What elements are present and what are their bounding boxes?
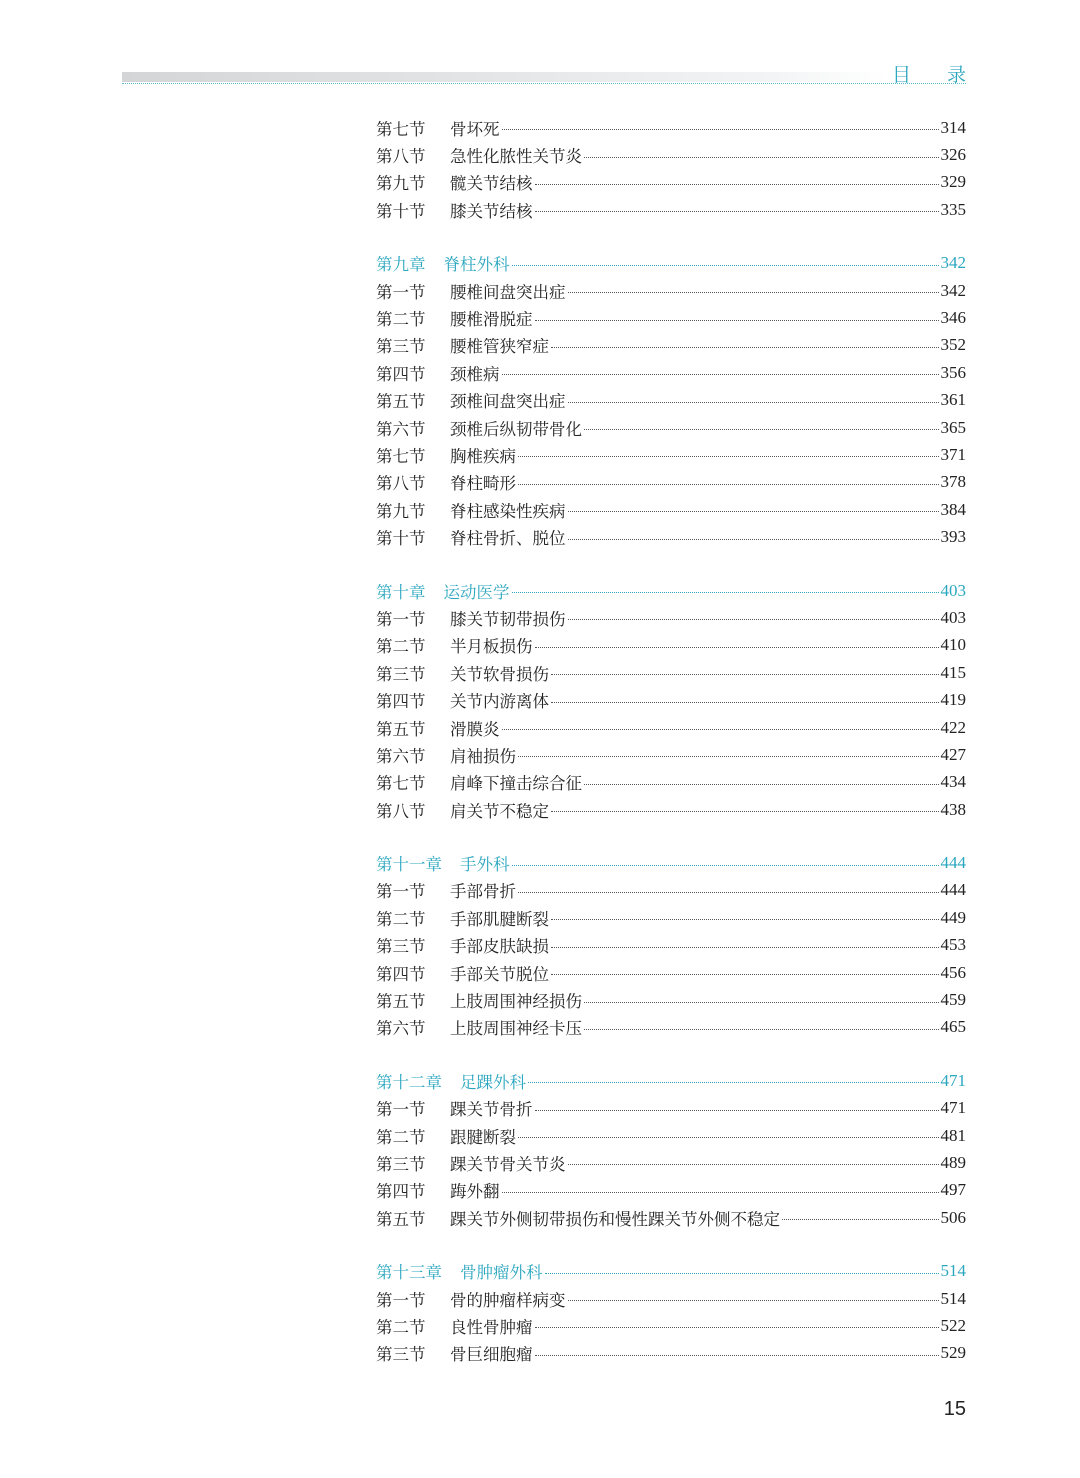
section-title: 骨的肿瘤样病变: [450, 1290, 566, 1310]
dot-leader: [512, 592, 939, 593]
section-page-number: 378: [940, 472, 966, 492]
section-title: 手部骨折: [450, 882, 516, 902]
dot-leader: [535, 647, 939, 648]
toc-section-row[interactable]: [376, 904, 966, 931]
toc-section-row[interactable]: [376, 769, 966, 796]
toc-chapter-row[interactable]: [376, 849, 966, 876]
section-page-number: 438: [940, 799, 966, 819]
section-page-number: 356: [940, 362, 966, 382]
section-title: 急性化脓性关节炎: [450, 147, 582, 167]
section-title: 良性骨肿瘤: [450, 1317, 533, 1337]
section-page-number: 314: [940, 117, 966, 137]
toc-section-row[interactable]: [376, 359, 966, 386]
dot-leader: [518, 1137, 939, 1138]
section-number: 第五节: [376, 392, 426, 412]
section-title: 手部肌腱断裂: [450, 909, 549, 929]
section-title: 上肢周围神经卡压: [450, 1019, 582, 1039]
section-page-number: 471: [940, 1098, 966, 1118]
section-title: 腰椎滑脱症: [450, 310, 533, 330]
toc-chapter-block: [376, 849, 966, 1041]
section-number: 第一节: [376, 1100, 426, 1120]
section-title: 骨坏死: [450, 119, 500, 139]
toc-section-row[interactable]: [376, 1095, 966, 1122]
section-number: 第七节: [376, 774, 426, 794]
chapter-number: 第十三章: [376, 1263, 442, 1283]
toc-section-row[interactable]: [376, 1340, 966, 1367]
section-title: 手部关节脱位: [450, 964, 549, 984]
section-page-number: 529: [940, 1343, 966, 1363]
section-page-number: 326: [940, 145, 966, 165]
section-page-number: 393: [940, 527, 966, 547]
section-number: 第二节: [376, 1127, 426, 1147]
section-title: 膝关节韧带损伤: [450, 609, 566, 629]
section-title: 脊柱畸形: [450, 474, 516, 494]
section-number: 第四节: [376, 964, 426, 984]
toc-chapter-row[interactable]: [376, 1257, 966, 1284]
toc-section-row[interactable]: [376, 114, 966, 141]
dot-leader: [551, 347, 939, 348]
dot-leader: [502, 129, 939, 130]
section-page-number: 481: [940, 1125, 966, 1145]
section-number: 第二节: [376, 310, 426, 330]
section-number: 第四节: [376, 692, 426, 712]
section-title: 关节内游离体: [450, 692, 549, 712]
toc-section-row[interactable]: [376, 169, 966, 196]
section-number: 第一节: [376, 882, 426, 902]
dot-leader: [551, 974, 939, 975]
section-number: 第九节: [376, 501, 426, 521]
dot-leader: [518, 756, 939, 757]
section-page-number: 422: [940, 717, 966, 737]
header-dotted-rule: [122, 83, 966, 84]
dot-leader: [535, 320, 939, 321]
toc-section-row[interactable]: [376, 1149, 966, 1176]
section-number: 第八节: [376, 474, 426, 494]
dot-leader: [568, 511, 939, 512]
section-page-number: 403: [940, 607, 966, 627]
section-number: 第三节: [376, 1154, 426, 1174]
section-title: 半月板损伤: [450, 637, 533, 657]
section-number: 第三节: [376, 664, 426, 684]
section-number: 第六节: [376, 419, 426, 439]
section-title: 脊柱骨折、脱位: [450, 529, 566, 549]
dot-leader: [502, 374, 939, 375]
section-page-number: 497: [940, 1180, 966, 1200]
section-title: 颈椎间盘突出症: [450, 392, 566, 412]
toc-section-row[interactable]: [376, 141, 966, 168]
dot-leader: [584, 784, 939, 785]
toc-section-row[interactable]: [376, 387, 966, 414]
toc-section-row[interactable]: [376, 304, 966, 331]
toc-section-row[interactable]: [376, 196, 966, 223]
dot-leader: [512, 865, 939, 866]
section-page-number: 419: [940, 690, 966, 710]
chapter-page-number: 403: [940, 580, 966, 600]
page-number: 15: [943, 1398, 966, 1420]
toc-chapter-block: [376, 250, 966, 551]
toc-section-row[interactable]: [376, 1285, 966, 1312]
chapter-page-number: 342: [940, 253, 966, 273]
section-number: 第五节: [376, 992, 426, 1012]
section-page-number: 415: [940, 662, 966, 682]
section-page-number: 361: [940, 390, 966, 410]
section-page-number: 346: [940, 308, 966, 328]
dot-leader: [535, 1110, 939, 1111]
section-title: 腰椎管狭窄症: [450, 337, 549, 357]
toc-section-row[interactable]: [376, 523, 966, 550]
chapter-number: 第十章: [376, 582, 426, 602]
section-title: 肩峰下撞击综合征: [450, 774, 582, 794]
dot-leader: [551, 919, 939, 920]
chapter-number: 第九章: [376, 255, 426, 275]
chapter-title: 足踝外科: [460, 1072, 526, 1092]
dot-leader: [535, 1327, 939, 1328]
section-page-number: 427: [940, 744, 966, 764]
dot-leader: [568, 619, 939, 620]
section-title: 手部皮肤缺损: [450, 937, 549, 957]
section-number: 第一节: [376, 1290, 426, 1310]
toc-section-row[interactable]: [376, 1014, 966, 1041]
section-page-number: 371: [940, 444, 966, 464]
section-title: 脊柱感染性疾病: [450, 501, 566, 521]
section-number: 第八节: [376, 147, 426, 167]
dot-leader: [568, 292, 939, 293]
dot-leader: [551, 947, 939, 948]
toc-section-row[interactable]: [376, 496, 966, 523]
section-title: 腰椎间盘突出症: [450, 282, 566, 302]
section-number: 第九节: [376, 174, 426, 194]
section-title: 肩袖损伤: [450, 746, 516, 766]
section-page-number: 342: [940, 280, 966, 300]
section-number: 第六节: [376, 746, 426, 766]
page-header-title: 目录: [891, 64, 1002, 86]
toc-chapter-block: [376, 114, 966, 224]
section-title: 上肢周围神经损伤: [450, 992, 582, 1012]
dot-leader: [535, 211, 939, 212]
toc-section-row[interactable]: [376, 686, 966, 713]
section-page-number: 514: [940, 1288, 966, 1308]
section-number: 第七节: [376, 446, 426, 466]
section-page-number: 384: [940, 499, 966, 519]
section-number: 第十节: [376, 201, 426, 221]
toc-section-row[interactable]: [376, 659, 966, 686]
section-title: 颈椎后纵韧带骨化: [450, 419, 582, 439]
chapter-page-number: 471: [940, 1070, 966, 1090]
toc-section-row[interactable]: [376, 714, 966, 741]
section-page-number: 459: [940, 990, 966, 1010]
dot-leader: [568, 1300, 939, 1301]
chapter-page-number: 514: [940, 1261, 966, 1281]
dot-leader: [584, 157, 939, 158]
section-number: 第一节: [376, 282, 426, 302]
section-number: 第四节: [376, 1182, 426, 1202]
toc-section-row[interactable]: [376, 959, 966, 986]
section-title: 髋关节结核: [450, 174, 533, 194]
section-title: 胸椎疾病: [450, 446, 516, 466]
dot-leader: [782, 1219, 939, 1220]
dot-leader: [584, 429, 939, 430]
chapter-title: 脊柱外科: [443, 255, 510, 275]
section-number: 第二节: [376, 637, 426, 657]
section-page-number: 329: [940, 172, 966, 192]
toc-chapter-row[interactable]: [376, 577, 966, 604]
toc-section-row[interactable]: [376, 469, 966, 496]
dot-leader: [584, 1029, 939, 1030]
toc-section-row[interactable]: [376, 877, 966, 904]
section-page-number: 365: [940, 417, 966, 437]
section-number: 第二节: [376, 1317, 426, 1337]
section-title: 骨巨细胞瘤: [450, 1345, 533, 1365]
dot-leader: [568, 402, 939, 403]
section-page-number: 453: [940, 935, 966, 955]
chapter-page-number: 444: [940, 853, 966, 873]
section-number: 第三节: [376, 337, 426, 357]
dot-leader: [545, 1273, 939, 1274]
dot-leader: [528, 1082, 939, 1083]
toc-chapter-block: [376, 1257, 966, 1367]
section-number: 第一节: [376, 609, 426, 629]
section-page-number: 434: [940, 772, 966, 792]
dot-leader: [551, 811, 939, 812]
section-number: 第五节: [376, 1209, 426, 1229]
chapter-number: 第十二章: [376, 1072, 442, 1092]
section-number: 第三节: [376, 937, 426, 957]
dot-leader: [535, 184, 939, 185]
toc-section-row[interactable]: [376, 441, 966, 468]
section-title: 踝关节骨关节炎: [450, 1154, 566, 1174]
section-title: 踇外翻: [450, 1182, 500, 1202]
toc-chapter-row[interactable]: [376, 1067, 966, 1094]
section-number: 第六节: [376, 1019, 426, 1039]
dot-leader: [502, 1192, 939, 1193]
toc-section-row[interactable]: [376, 796, 966, 823]
section-page-number: 522: [940, 1315, 966, 1335]
toc-chapter-block: [376, 1067, 966, 1231]
section-number: 第八节: [376, 801, 426, 821]
dot-leader: [568, 1164, 939, 1165]
chapter-number: 第十一章: [376, 855, 442, 875]
table-of-contents: [376, 114, 966, 1367]
chapter-title: 骨肿瘤外科: [460, 1263, 543, 1283]
dot-leader: [568, 539, 939, 540]
chapter-title: 手外科: [460, 855, 510, 875]
section-page-number: 444: [940, 880, 966, 900]
toc-section-row[interactable]: [376, 1177, 966, 1204]
section-title: 颈椎病: [450, 364, 500, 384]
section-title: 肩关节不稳定: [450, 801, 549, 821]
header-band: [122, 72, 886, 82]
section-page-number: 352: [940, 335, 966, 355]
chapter-title: 运动医学: [443, 582, 510, 602]
dot-leader: [535, 1355, 939, 1356]
section-page-number: 410: [940, 635, 966, 655]
toc-chapter-row[interactable]: [376, 250, 966, 277]
section-title: 跟腱断裂: [450, 1127, 516, 1147]
toc-chapter-block: [376, 577, 966, 824]
dot-leader: [518, 456, 939, 457]
toc-section-row[interactable]: [376, 1312, 966, 1339]
dot-leader: [584, 1002, 939, 1003]
dot-leader: [551, 674, 939, 675]
dot-leader: [518, 484, 939, 485]
section-number: 第十节: [376, 529, 426, 549]
section-title: 滑膜炎: [450, 719, 500, 739]
toc-section-row[interactable]: [376, 414, 966, 441]
section-number: 第七节: [376, 119, 426, 139]
toc-section-row[interactable]: [376, 604, 966, 631]
section-page-number: 456: [940, 962, 966, 982]
section-page-number: 489: [940, 1152, 966, 1172]
section-title: 踝关节外侧韧带损伤和慢性踝关节外侧不稳定: [450, 1209, 780, 1229]
toc-section-row[interactable]: [376, 986, 966, 1013]
section-page-number: 449: [940, 907, 966, 927]
section-page-number: 506: [940, 1207, 966, 1227]
toc-section-row[interactable]: [376, 741, 966, 768]
dot-leader: [551, 702, 939, 703]
toc-section-row[interactable]: [376, 632, 966, 659]
dot-leader: [518, 892, 939, 893]
section-page-number: 335: [940, 199, 966, 219]
dot-leader: [502, 729, 939, 730]
section-number: 第三节: [376, 1345, 426, 1365]
toc-section-row[interactable]: [376, 332, 966, 359]
toc-section-row[interactable]: [376, 1204, 966, 1231]
section-title: 膝关节结核: [450, 201, 533, 221]
toc-section-row[interactable]: [376, 932, 966, 959]
section-number: 第二节: [376, 909, 426, 929]
section-title: 关节软骨损伤: [450, 664, 549, 684]
toc-section-row[interactable]: [376, 277, 966, 304]
toc-section-row[interactable]: [376, 1122, 966, 1149]
section-number: 第四节: [376, 364, 426, 384]
dot-leader: [512, 265, 939, 266]
section-title: 踝关节骨折: [450, 1100, 533, 1120]
section-number: 第五节: [376, 719, 426, 739]
section-page-number: 465: [940, 1017, 966, 1037]
